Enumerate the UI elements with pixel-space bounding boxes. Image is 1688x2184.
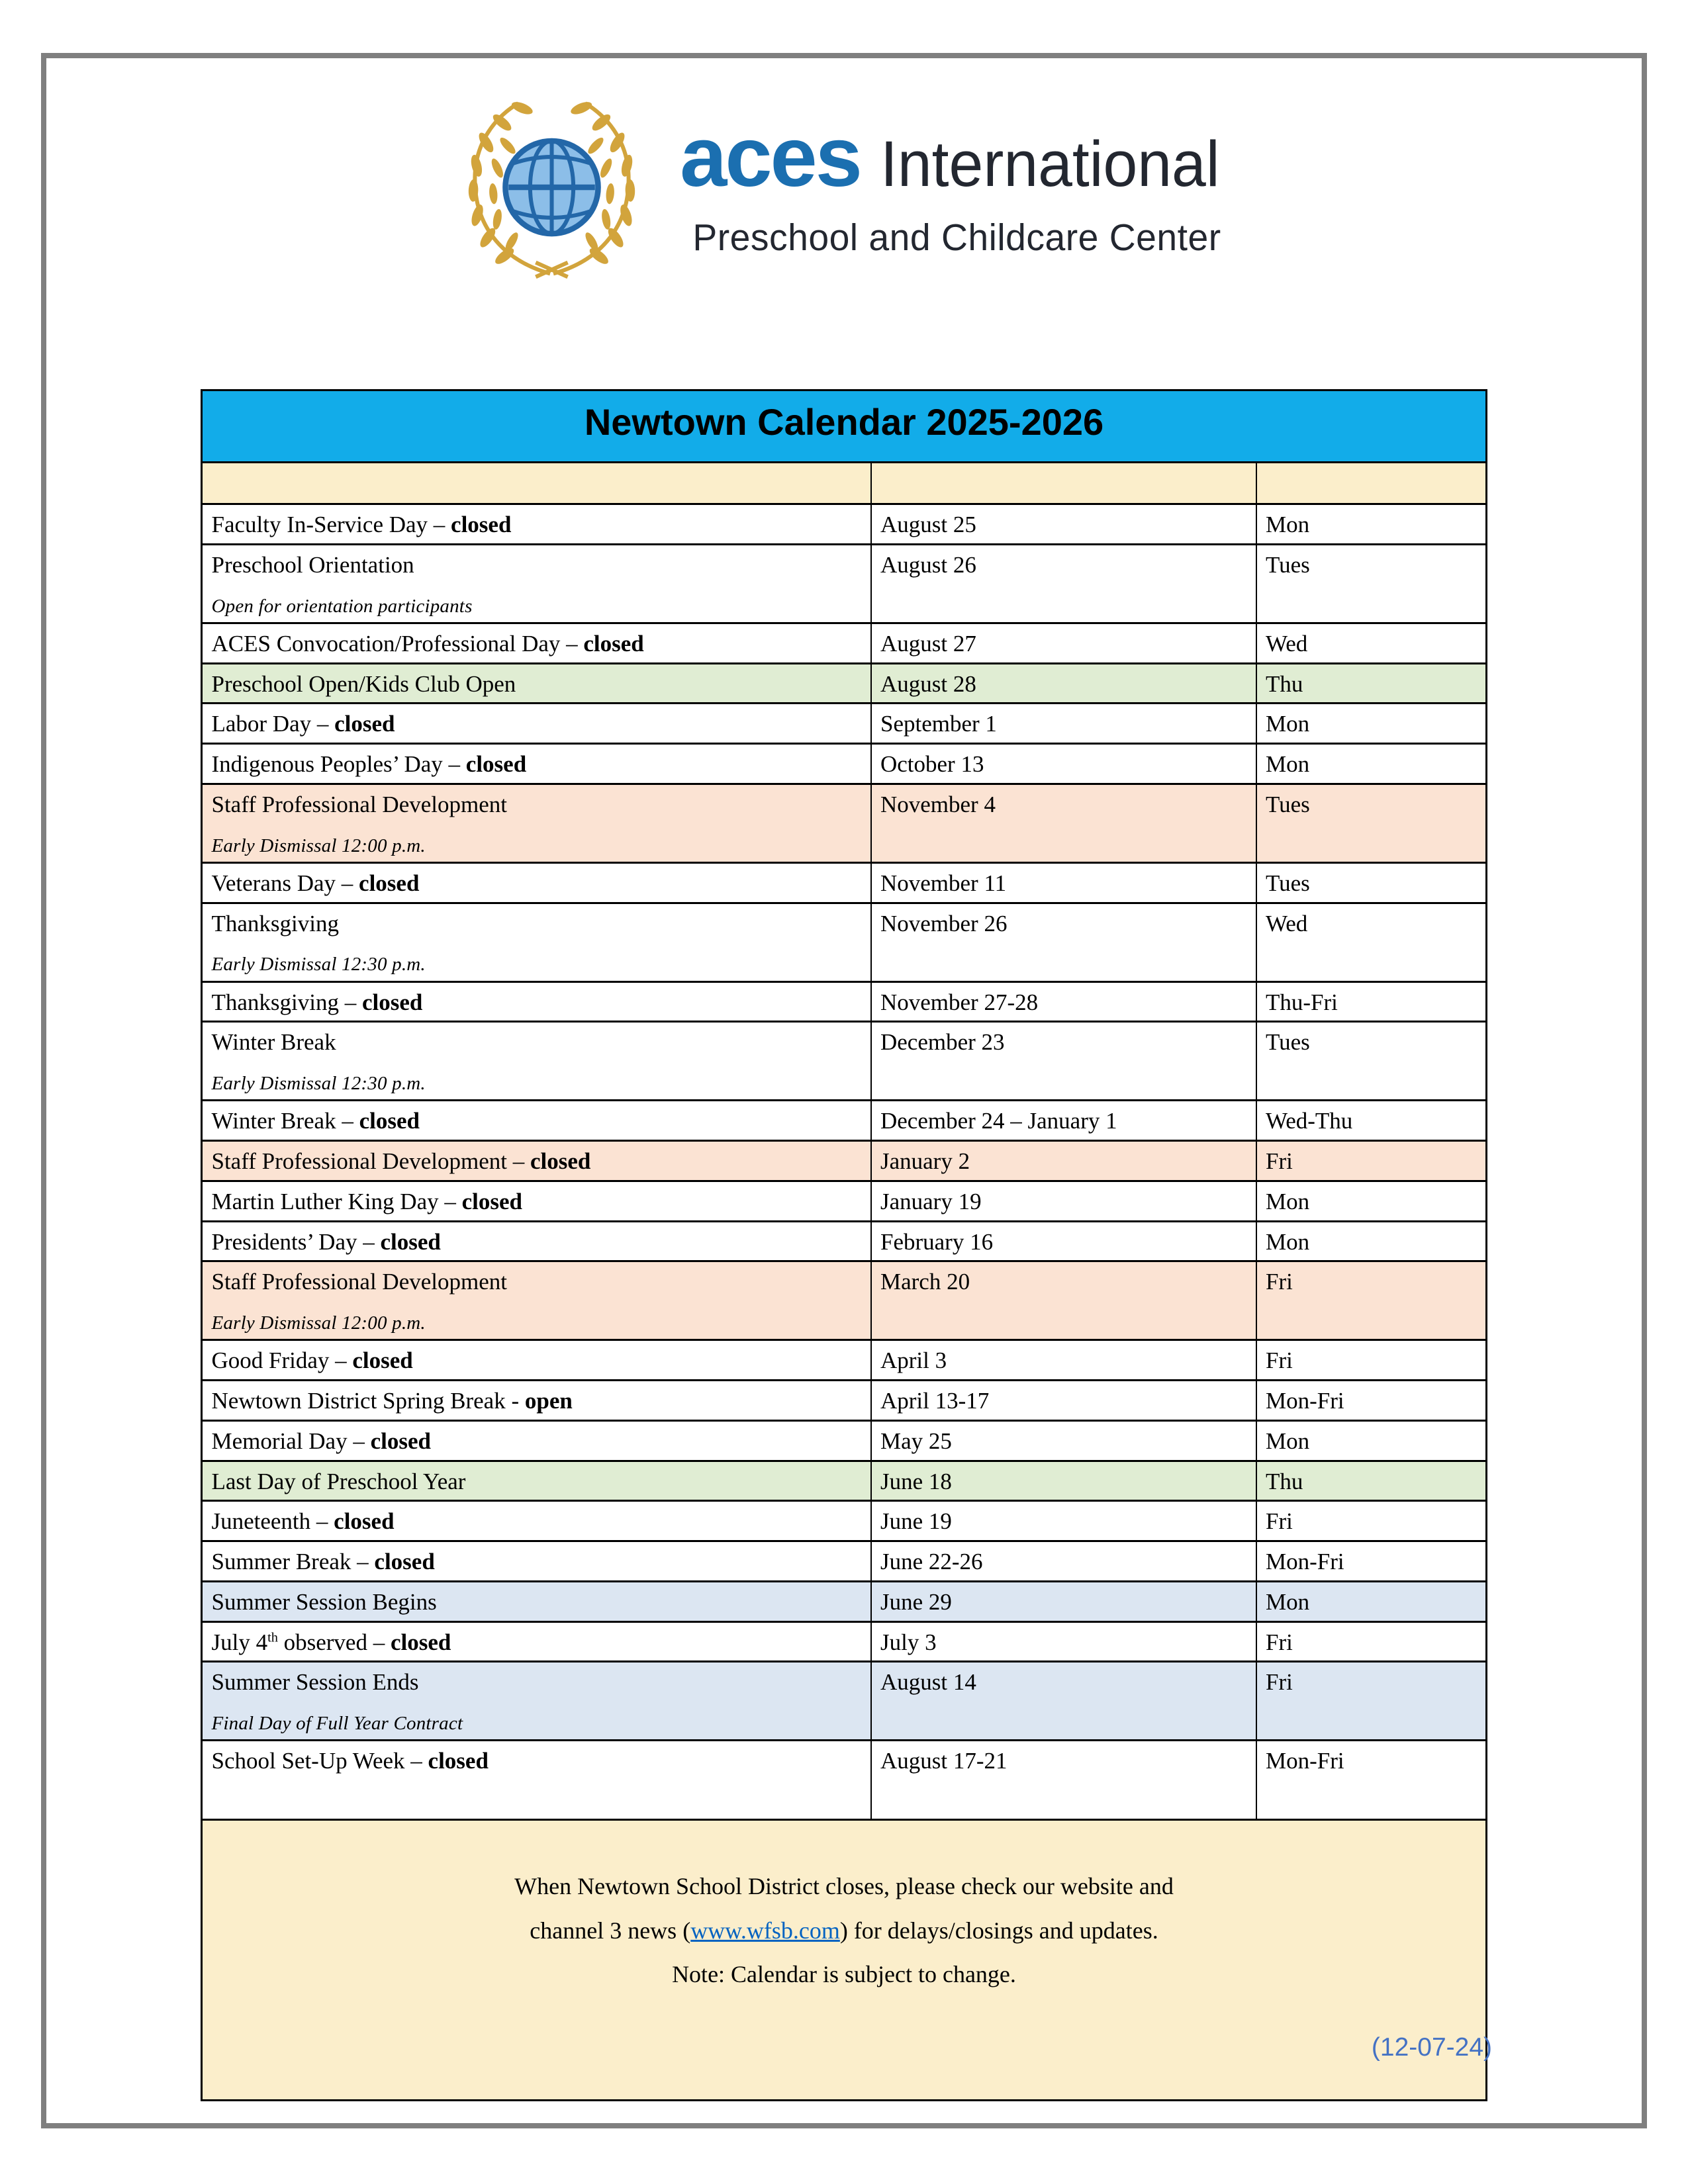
revision-date: (12-07-24): [1371, 2033, 1492, 2062]
day-cell: Tues: [1256, 862, 1486, 903]
day-cell: Tues: [1256, 784, 1486, 862]
day-cell: Mon-Fri: [1256, 1741, 1486, 1820]
event-cell: [202, 623, 871, 663]
event-title: Memorial Day – closed: [211, 1428, 431, 1454]
calendar-row: [202, 1340, 1486, 1381]
event-note: Final Day of Full Year Contract: [211, 1713, 463, 1734]
event-title: Summer Session Begins: [211, 1588, 437, 1615]
calendar-row: [202, 1581, 1486, 1621]
calendar-title-row: [202, 390, 1486, 463]
date-cell: June 29: [871, 1581, 1256, 1621]
date-cell: June 22-26: [871, 1541, 1256, 1582]
event-status: closed: [530, 1148, 591, 1174]
event-status: closed: [370, 1428, 431, 1454]
header-cell-date: [871, 463, 1256, 504]
date-cell: November 27-28: [871, 981, 1256, 1022]
event-cell: [202, 784, 871, 862]
footer-line3: Note: Calendar is subject to change.: [672, 1961, 1016, 1988]
calendar-row: [202, 704, 1486, 744]
date-cell: October 13: [871, 744, 1256, 784]
event-title: Juneteenth – closed: [211, 1508, 395, 1535]
date-cell: August 27: [871, 623, 1256, 663]
event-note: Early Dismissal 12:00 p.m.: [211, 1312, 426, 1334]
event-cell: [202, 1741, 871, 1820]
date-cell: August 14: [871, 1662, 1256, 1741]
date-cell: November 26: [871, 903, 1256, 981]
event-cell: [202, 663, 871, 704]
event-note: Early Dismissal 12:30 p.m.: [211, 954, 426, 976]
event-status: closed: [334, 711, 395, 737]
event-cell: [202, 1501, 871, 1541]
calendar-row: [202, 1662, 1486, 1741]
event-note: Early Dismissal 12:30 p.m.: [211, 1073, 426, 1094]
day-cell: Fri: [1256, 1501, 1486, 1541]
day-cell: Wed: [1256, 623, 1486, 663]
event-title: Staff Professional Development: [211, 1269, 507, 1295]
calendar-row: [202, 544, 1486, 623]
day-cell: Wed: [1256, 903, 1486, 981]
calendar-row: [202, 903, 1486, 981]
event-status: closed: [451, 512, 512, 537]
date-cell: August 26: [871, 544, 1256, 623]
event-cell: [202, 1181, 871, 1221]
calendar-row: [202, 981, 1486, 1022]
logo-subtitle: Preschool and Childcare Center: [692, 216, 1221, 259]
calendar-body: [202, 390, 1486, 2101]
day-cell: Mon: [1256, 704, 1486, 744]
calendar-row: [202, 1541, 1486, 1582]
date-cell: February 16: [871, 1221, 1256, 1261]
calendar-row: [202, 1621, 1486, 1662]
header-cell-day: [1256, 463, 1486, 504]
footer-note: [202, 1820, 1486, 2101]
calendar-row: [202, 1741, 1486, 1820]
event-status: closed: [352, 1347, 413, 1374]
event-title: Veterans Day – closed: [211, 870, 420, 896]
calendar-title: Newtown Calendar 2025-2026: [202, 390, 1486, 463]
event-title: Winter Break: [211, 1029, 336, 1056]
event-cell: [202, 1662, 871, 1741]
calendar-row: [202, 1501, 1486, 1541]
event-title: School Set-Up Week – closed: [211, 1748, 489, 1774]
event-cell: [202, 744, 871, 784]
event-title: Winter Break – closed: [211, 1108, 420, 1134]
day-cell: Thu: [1256, 663, 1486, 704]
date-cell: July 3: [871, 1621, 1256, 1662]
calendar-row: [202, 504, 1486, 545]
event-cell: [202, 1221, 871, 1261]
day-cell: Fri: [1256, 1621, 1486, 1662]
event-cell: [202, 1381, 871, 1421]
event-status: closed: [390, 1629, 451, 1655]
event-title: Preschool Open/Kids Club Open: [211, 670, 516, 697]
date-cell: April 13-17: [871, 1381, 1256, 1421]
date-cell: September 1: [871, 704, 1256, 744]
calendar-row: [202, 1221, 1486, 1261]
calendar-row: [202, 1261, 1486, 1340]
event-cell: [202, 1141, 871, 1181]
event-status: closed: [361, 989, 423, 1015]
event-cell: [202, 544, 871, 623]
logo: [0, 0, 1688, 283]
calendar-row: [202, 1181, 1486, 1221]
event-cell: [202, 981, 871, 1022]
day-cell: Mon-Fri: [1256, 1381, 1486, 1421]
calendar-row: [202, 1141, 1486, 1181]
day-cell: Mon: [1256, 1581, 1486, 1621]
calendar-table: [201, 389, 1487, 2101]
laurel-wreath-globe-icon: [454, 91, 649, 283]
date-cell: December 24 – January 1: [871, 1101, 1256, 1141]
event-status: closed: [359, 870, 420, 896]
calendar-row: [202, 744, 1486, 784]
day-cell: Fri: [1256, 1261, 1486, 1340]
event-title: Summer Break – closed: [211, 1549, 435, 1574]
calendar-row: [202, 1420, 1486, 1461]
event-note: Early Dismissal 12:00 p.m.: [211, 835, 426, 856]
day-cell: Thu: [1256, 1461, 1486, 1501]
event-cell: [202, 504, 871, 545]
event-cell: [202, 1261, 871, 1340]
event-title: Martin Luther King Day – closed: [211, 1188, 522, 1214]
event-cell: [202, 1340, 871, 1381]
event-cell: [202, 1541, 871, 1582]
day-cell: Thu-Fri: [1256, 981, 1486, 1022]
event-title: Newtown District Spring Break - open: [211, 1388, 573, 1414]
event-title: Faculty In-Service Day – closed: [211, 512, 512, 537]
day-cell: Mon: [1256, 1221, 1486, 1261]
footer-line2-prefix: channel 3 news (: [530, 1917, 691, 1944]
day-cell: Mon: [1256, 744, 1486, 784]
footer-line1: When Newtown School District closes, please check our website and: [514, 1873, 1174, 1900]
footer-row: [202, 1820, 1486, 2101]
logo-brand: aces: [680, 110, 861, 205]
event-cell: [202, 1621, 871, 1662]
date-cell: June 19: [871, 1501, 1256, 1541]
logo-text: [680, 110, 1234, 259]
event-title: Thanksgiving – closed: [211, 989, 423, 1015]
day-cell: Wed-Thu: [1256, 1101, 1486, 1141]
event-cell: [202, 704, 871, 744]
event-status: closed: [374, 1549, 435, 1574]
calendar-row: [202, 1461, 1486, 1501]
event-title: Good Friday – closed: [211, 1347, 413, 1374]
event-note: Open for orientation participants: [211, 595, 473, 617]
header-cell-event: [202, 463, 871, 504]
footer-line2-suffix: ) for delays/closings and updates.: [839, 1917, 1158, 1944]
event-title: Indigenous Peoples’ Day – closed: [211, 751, 527, 777]
day-cell: Mon: [1256, 504, 1486, 545]
event-cell: [202, 903, 871, 981]
event-cell: [202, 862, 871, 903]
date-cell: January 19: [871, 1181, 1256, 1221]
event-status: closed: [465, 751, 527, 777]
date-cell: August 17-21: [871, 1741, 1256, 1820]
date-cell: August 25: [871, 504, 1256, 545]
event-status: open: [524, 1388, 573, 1414]
event-title: Staff Professional Development: [211, 791, 507, 817]
event-status: closed: [583, 630, 644, 657]
event-status: closed: [334, 1508, 395, 1535]
event-cell: [202, 1420, 871, 1461]
calendar-row: [202, 1101, 1486, 1141]
date-cell: January 2: [871, 1141, 1256, 1181]
event-title: Staff Professional Development – closed: [211, 1148, 591, 1174]
day-cell: Tues: [1256, 544, 1486, 623]
event-status: closed: [359, 1108, 420, 1134]
calendar-row: [202, 1022, 1486, 1101]
event-cell: [202, 1022, 871, 1101]
wfsb-link[interactable]: www.wfsb.com: [690, 1917, 840, 1944]
event-title: Thanksgiving: [211, 910, 339, 936]
event-title: Preschool Orientation: [211, 551, 414, 578]
calendar-row: [202, 862, 1486, 903]
event-title: Labor Day – closed: [211, 711, 395, 737]
event-title: ACES Convocation/Professional Day – closed: [211, 630, 644, 657]
date-cell: June 18: [871, 1461, 1256, 1501]
date-cell: April 3: [871, 1340, 1256, 1381]
event-title: Presidents’ Day – closed: [211, 1228, 441, 1255]
header-row: [202, 463, 1486, 504]
event-cell: [202, 1101, 871, 1141]
event-status: closed: [428, 1748, 489, 1774]
date-cell: December 23: [871, 1022, 1256, 1101]
date-cell: November 4: [871, 784, 1256, 862]
date-cell: March 20: [871, 1261, 1256, 1340]
date-cell: November 11: [871, 862, 1256, 903]
calendar-row: [202, 623, 1486, 663]
day-cell: Mon: [1256, 1181, 1486, 1221]
day-cell: Mon: [1256, 1420, 1486, 1461]
day-cell: Fri: [1256, 1662, 1486, 1741]
date-cell: August 28: [871, 663, 1256, 704]
event-title: Summer Session Ends: [211, 1669, 419, 1696]
calendar-row: [202, 663, 1486, 704]
calendar-row: [202, 1381, 1486, 1421]
logo-brand-name: International: [880, 128, 1220, 200]
event-status: closed: [461, 1188, 522, 1214]
day-cell: Fri: [1256, 1141, 1486, 1181]
day-cell: Mon-Fri: [1256, 1541, 1486, 1582]
day-cell: Fri: [1256, 1340, 1486, 1381]
event-status: closed: [380, 1228, 441, 1255]
event-title: Last Day of Preschool Year: [211, 1468, 466, 1494]
date-cell: May 25: [871, 1420, 1256, 1461]
event-cell: [202, 1581, 871, 1621]
day-cell: Tues: [1256, 1022, 1486, 1101]
calendar-row: [202, 784, 1486, 862]
event-title: July 4th observed – closed: [211, 1629, 451, 1655]
event-cell: [202, 1461, 871, 1501]
